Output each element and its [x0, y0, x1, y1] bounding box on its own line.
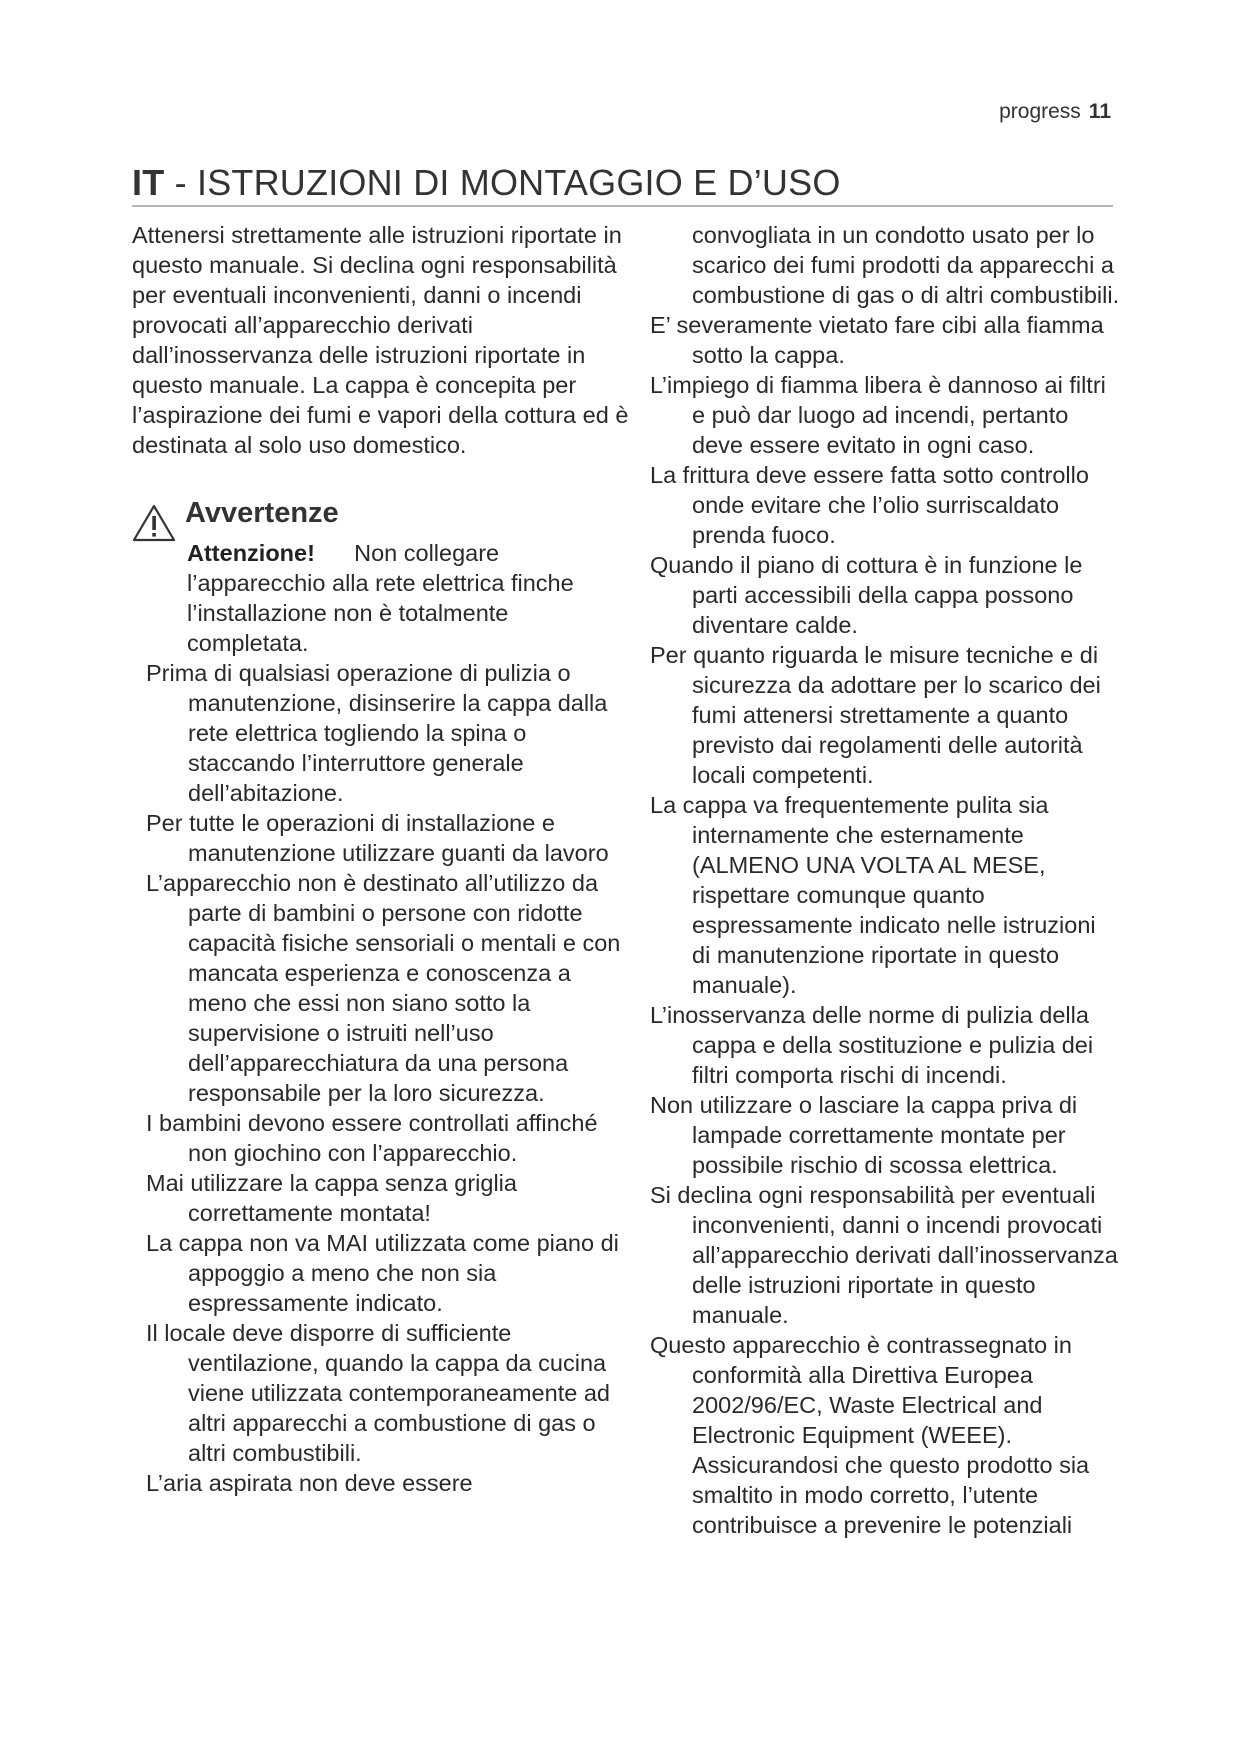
warnings-title: Avvertenze [185, 497, 339, 529]
list-item: Questo apparecchio è contrassegnato in conformità alla Direttiva Europea 2002/96/EC, Waste Electrical and Electronic Equipment (WEEE). Assicurandosi che questo prodotto sia smaltito in modo corretto, l’utente contribuisce a prevenire le potenziali [650, 1332, 1090, 1538]
list-item: La frittura deve essere fatta sotto controllo onde evitare che l’olio surriscaldato prenda fuoco. [650, 462, 1089, 548]
list-item: Per tutte le operazioni di installazione e manutenzione utilizzare guanti da lavoro [146, 810, 609, 866]
intro-paragraph: Attenersi strettamente alle istruzioni riportate in questo manuale. Si declina ogni responsabilità per eventuali inconvenienti, danni o incendi provocati all’apparecchio derivati dall’inosservanza delle istruzioni riportate in questo manuale. La cappa è concepita per l’aspirazione dei fumi e vapori della cottura ed è destinata al solo uso domestico. [132, 222, 629, 458]
left-column [132, 220, 632, 1498]
list-item: E’ severamente vietato fare cibi alla fiamma sotto la cappa. [650, 312, 1104, 368]
list-item: L’aria aspirata non deve essere [146, 1470, 473, 1496]
list-item: Il locale deve disporre di sufficiente ventilazione, quando la cappa da cucina viene utilizzata contemporaneamente ad altri apparecchi a combustione di gas o altri combustibili. [146, 1320, 610, 1466]
list-item-continuation: convogliata in un condotto usato per lo scarico dei fumi prodotti da apparecchi a combustione di gas o di altri combustibili. [692, 222, 1120, 308]
list-item: Mai utilizzare la cappa senza griglia correttamente montata! [146, 1170, 517, 1226]
list-item: I bambini devono essere controllati affinché non giochino con l’apparecchio. [146, 1110, 598, 1166]
list-item: Non utilizzare o lasciare la cappa priva di lampade correttamente montate per possibile rischio di scossa elettrica. [650, 1092, 1078, 1178]
list-item: L’impiego di fiamma libera è dannoso ai filtri e può dar luogo ad incendi, pertanto deve essere evitato in ogni caso. [650, 372, 1106, 458]
list-item: La cappa va frequentemente pulita sia internamente che esternamente (ALMENO UNA VOLTA AL MESE, rispettare comunque quanto espressamente indicato nelle istruzioni di manutenzione riportate in questo manuale). [650, 792, 1096, 998]
attention-note [187, 538, 632, 658]
attention-label: Attenzione! [187, 540, 315, 566]
warnings-list-right [650, 220, 1120, 1540]
language-code: IT [132, 162, 165, 203]
page-number: 11 [1088, 100, 1111, 123]
list-item: La cappa non va MAI utilizzata come piano di appoggio a meno che non sia espressamente indicato. [146, 1230, 619, 1316]
list-item: L’inosservanza delle norme di pulizia della cappa e della sostituzione e pulizia dei filtri comporta rischi di incendi. [650, 1002, 1094, 1088]
list-item: Per quanto riguarda le misure tecniche e di sicurezza da adottare per lo scarico dei fumi attenersi strettamente a quanto previsto dai regolamenti delle autorità locali competenti. [650, 642, 1101, 788]
title-divider [132, 205, 1113, 207]
warnings-heading [132, 498, 632, 538]
warnings-list-left [146, 658, 632, 1498]
right-column [650, 220, 1120, 1540]
brand-label: progress [999, 100, 1081, 123]
warning-triangle-icon [132, 504, 176, 542]
page-header [999, 100, 1111, 124]
list-item: Prima di qualsiasi operazione di pulizia o manutenzione, disinserire la cappa dalla rete elettrica togliendo la spina o staccando l’interruttore generale dell’abitazione. [146, 660, 608, 806]
list-item: Si declina ogni responsabilità per eventuali inconvenienti, danni o incendi provocati all’apparecchio derivati dall’inosservanza delle istruzioni riportate in questo manuale. [650, 1182, 1118, 1328]
attention-text: Non collegare l’apparecchio alla rete elettrica finche l’installazione non è totalmente completata. [187, 540, 574, 656]
page-title [132, 162, 841, 204]
title-text: - ISTRUZIONI DI MONTAGGIO E D’USO [164, 162, 841, 203]
list-item: Quando il piano di cottura è in funzione le parti accessibili della cappa possono diventare calde. [650, 552, 1083, 638]
list-item: L’apparecchio non è destinato all’utilizzo da parte di bambini o persone con ridotte capacità fisiche sensoriali o mentali e con mancata esperienza e conoscenza a meno che essi non siano sotto la supervisione o istruiti nell’uso dell’apparecchiatura da una persona responsabile per la loro sicurezza. [146, 870, 621, 1106]
